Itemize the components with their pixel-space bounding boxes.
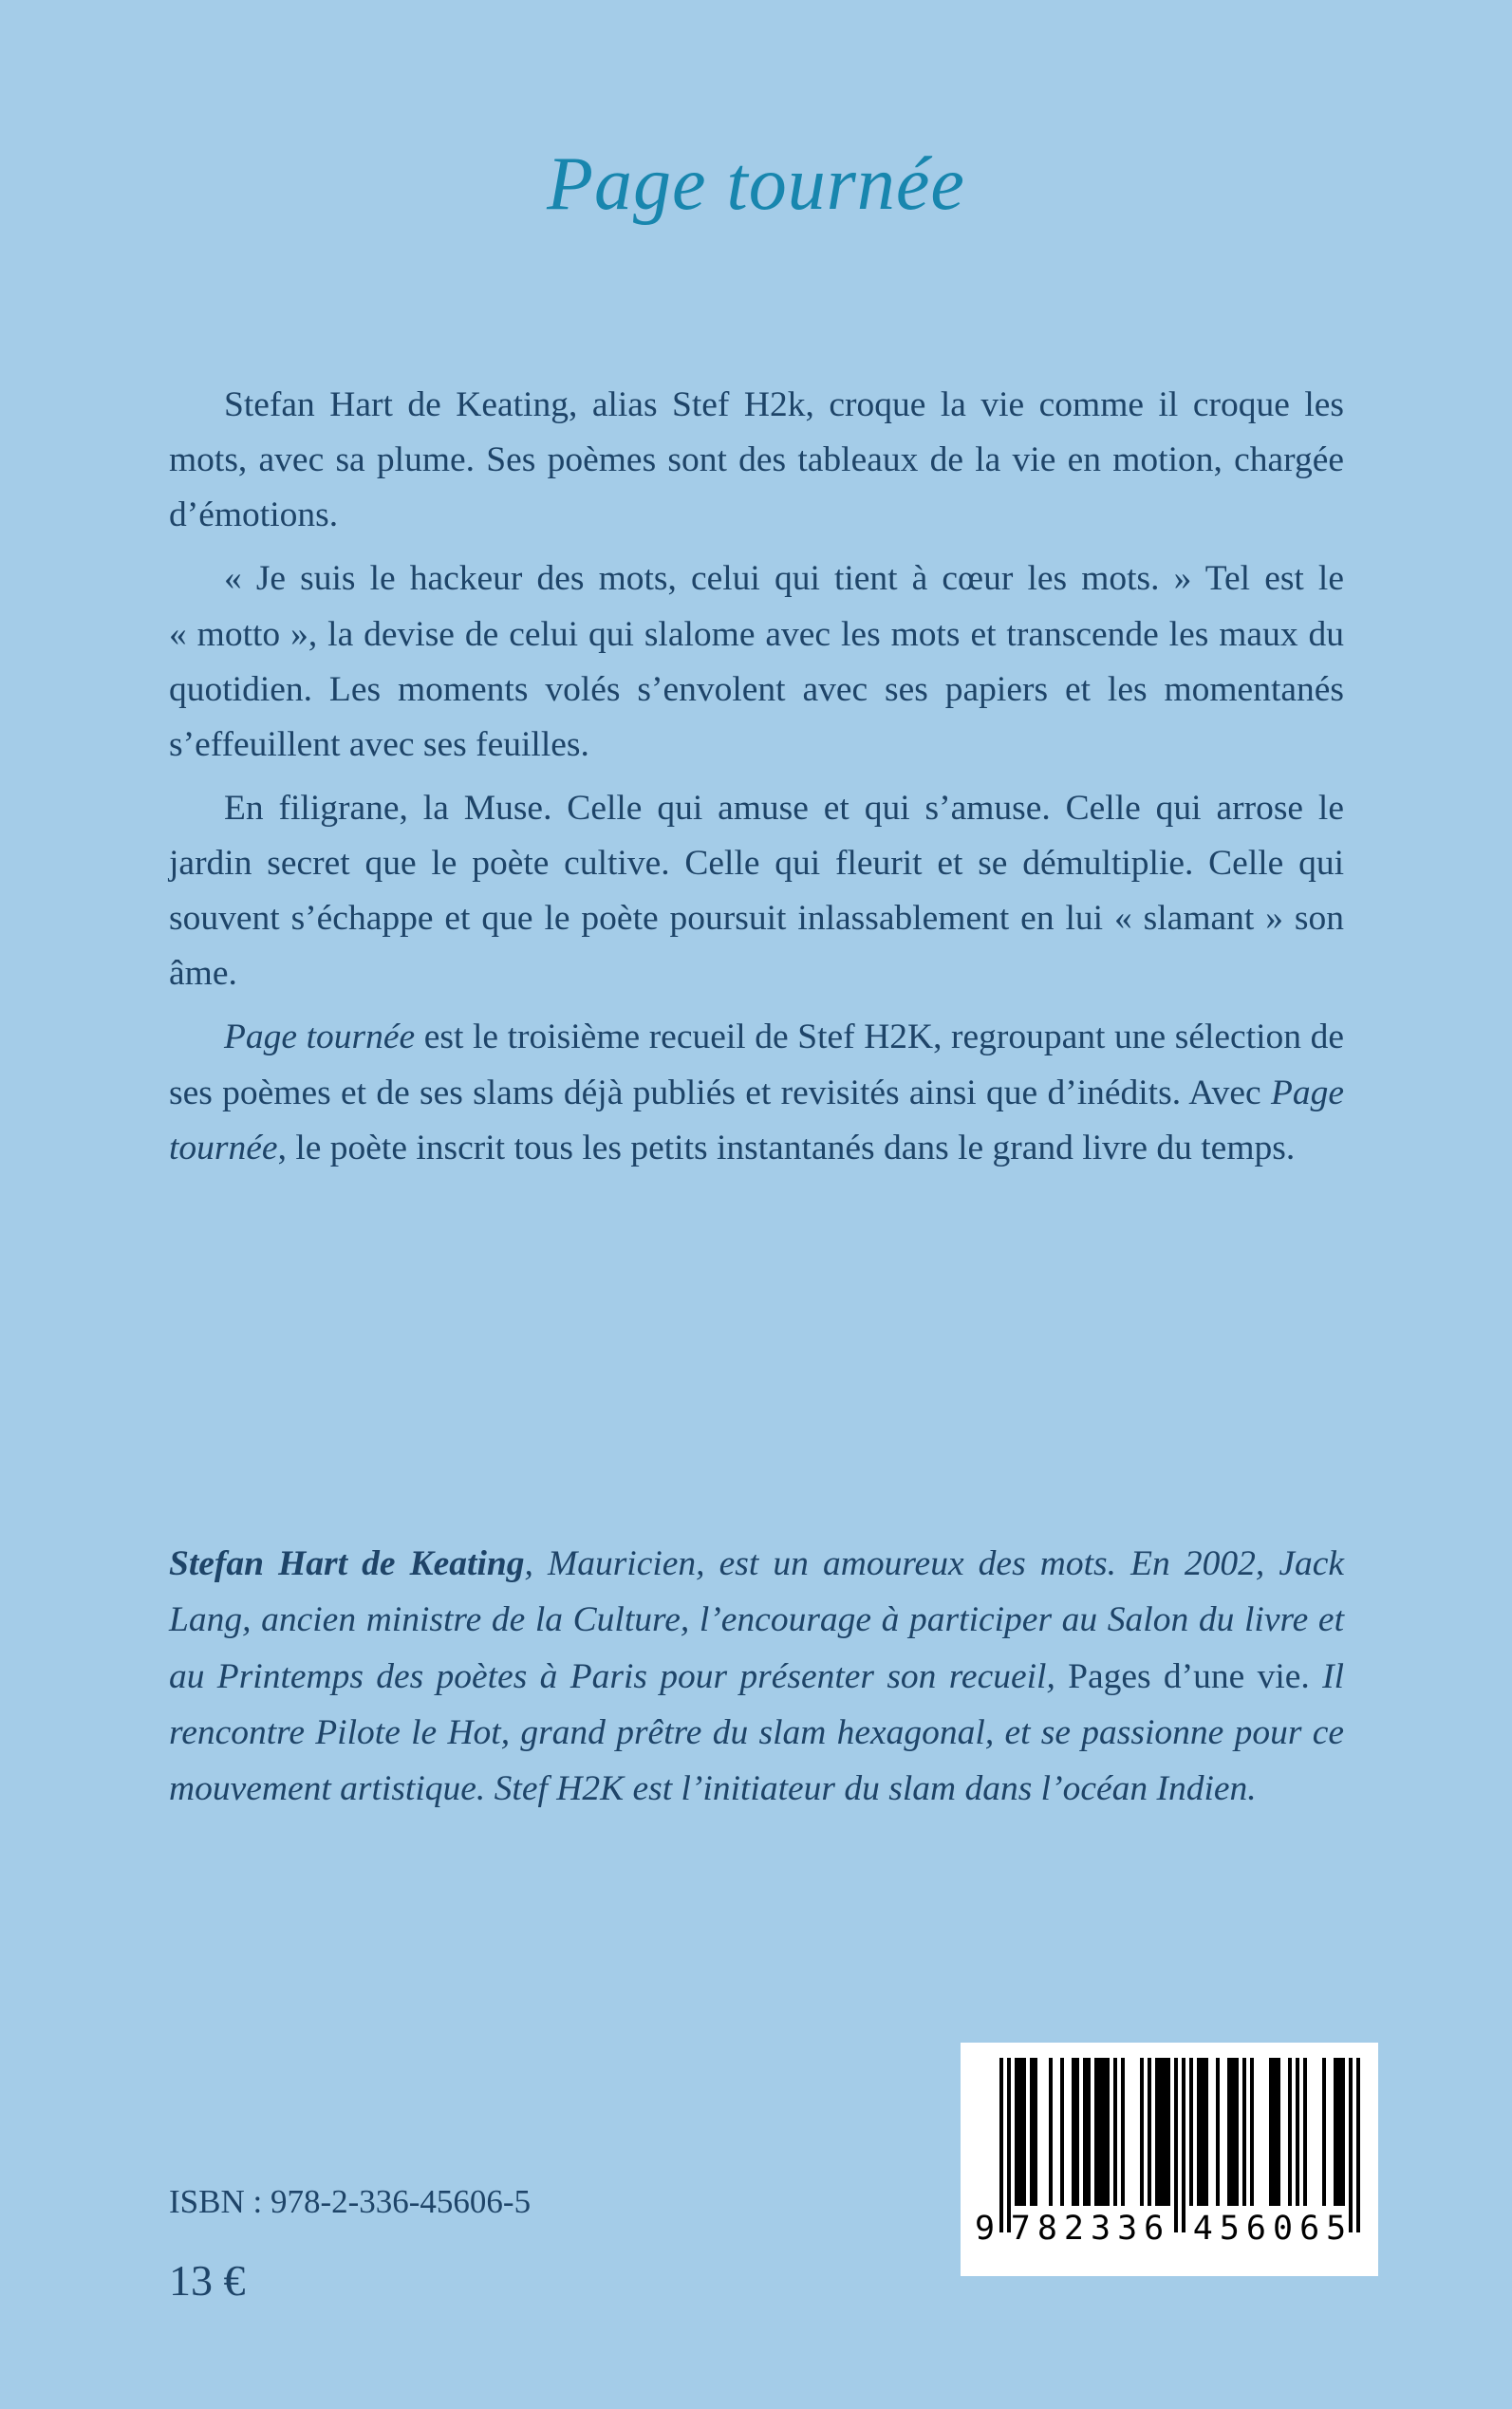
isbn-text: ISBN : 978-2-336-45606-5	[169, 2183, 532, 2220]
paragraph-1	[169, 378, 1344, 543]
book-title: Page tournée	[547, 142, 965, 226]
text-segment: Page tournée	[224, 1018, 416, 1057]
barcode-bar	[1356, 2058, 1360, 2232]
paragraph-4	[169, 1010, 1344, 1175]
barcode-digits-left: 782336	[1010, 2210, 1171, 2248]
barcode-panel	[961, 2043, 1378, 2276]
barcode	[975, 2058, 1364, 2265]
paragraph-3	[169, 781, 1344, 1002]
text-segment: Pages d’une vie.	[1068, 1656, 1310, 1696]
text-segment: , Mauricien, est un amoureux des mots. En 2002, Jack Lang, ancien ministre de la Culture, l’encourage à participer au Salon du livre et au Printemps des poètes à Paris pour présenter son recueil,	[169, 1544, 1345, 1696]
barcode-number	[975, 2210, 1364, 2248]
price-text: 13 €	[169, 2256, 246, 2305]
paragraph-2	[169, 551, 1344, 773]
text-segment: « Je suis le hackeur des mots, celui qui tient à cœur les mots. » Tel est le « motto », la devise de celui qui slalome avec les mots et transcende les maux du quotidien. Les moments volés s’envolent avec ses papiers et les momentanés s’effeuillent avec ses feuilles.	[169, 559, 1344, 764]
barcode-digit-first: 9	[975, 2210, 996, 2248]
author-bio	[169, 1536, 1344, 1817]
text-segment: Stefan Hart de Keating	[169, 1544, 525, 1583]
text-segment: Page tournée	[169, 1073, 1344, 1167]
text-segment: , le poète inscrit tous les petits instantanés dans le grand livre du temps.	[277, 1128, 1296, 1167]
barcode-bars	[999, 2058, 1360, 2232]
text-segment: Il rencontre Pilote le Hot, grand prêtre du slam hexagonal, et se passionne pour ce mouvement artistique. Stef H2K est l’initiateur du slam dans l’océan Indien.	[169, 1656, 1345, 1808]
text-segment: est le troisième recueil de Stef H2K, regroupant une sélection de ses poèmes et de ses slams déjà publiés et revisités ainsi que d’inédits. Avec	[169, 1018, 1344, 1112]
text-segment: Stefan Hart de Keating, alias Stef H2k, croque la vie comme il croque les mots, avec sa plume. Ses poèmes sont des tableaux de la vie en motion, chargée d’émotions.	[169, 385, 1344, 535]
text-segment: En filigrane, la Muse. Celle qui amuse et qui s’amuse. Celle qui arrose le jardin secret que le poète cultive. Celle qui fleurit et se démultiplie. Celle qui souvent s’échappe et que le poète poursuit inlassablement en lui « slamant » son âme.	[169, 788, 1344, 994]
blurb-text-block	[169, 378, 1344, 1185]
barcode-digits-right: 456065	[1192, 2210, 1353, 2248]
